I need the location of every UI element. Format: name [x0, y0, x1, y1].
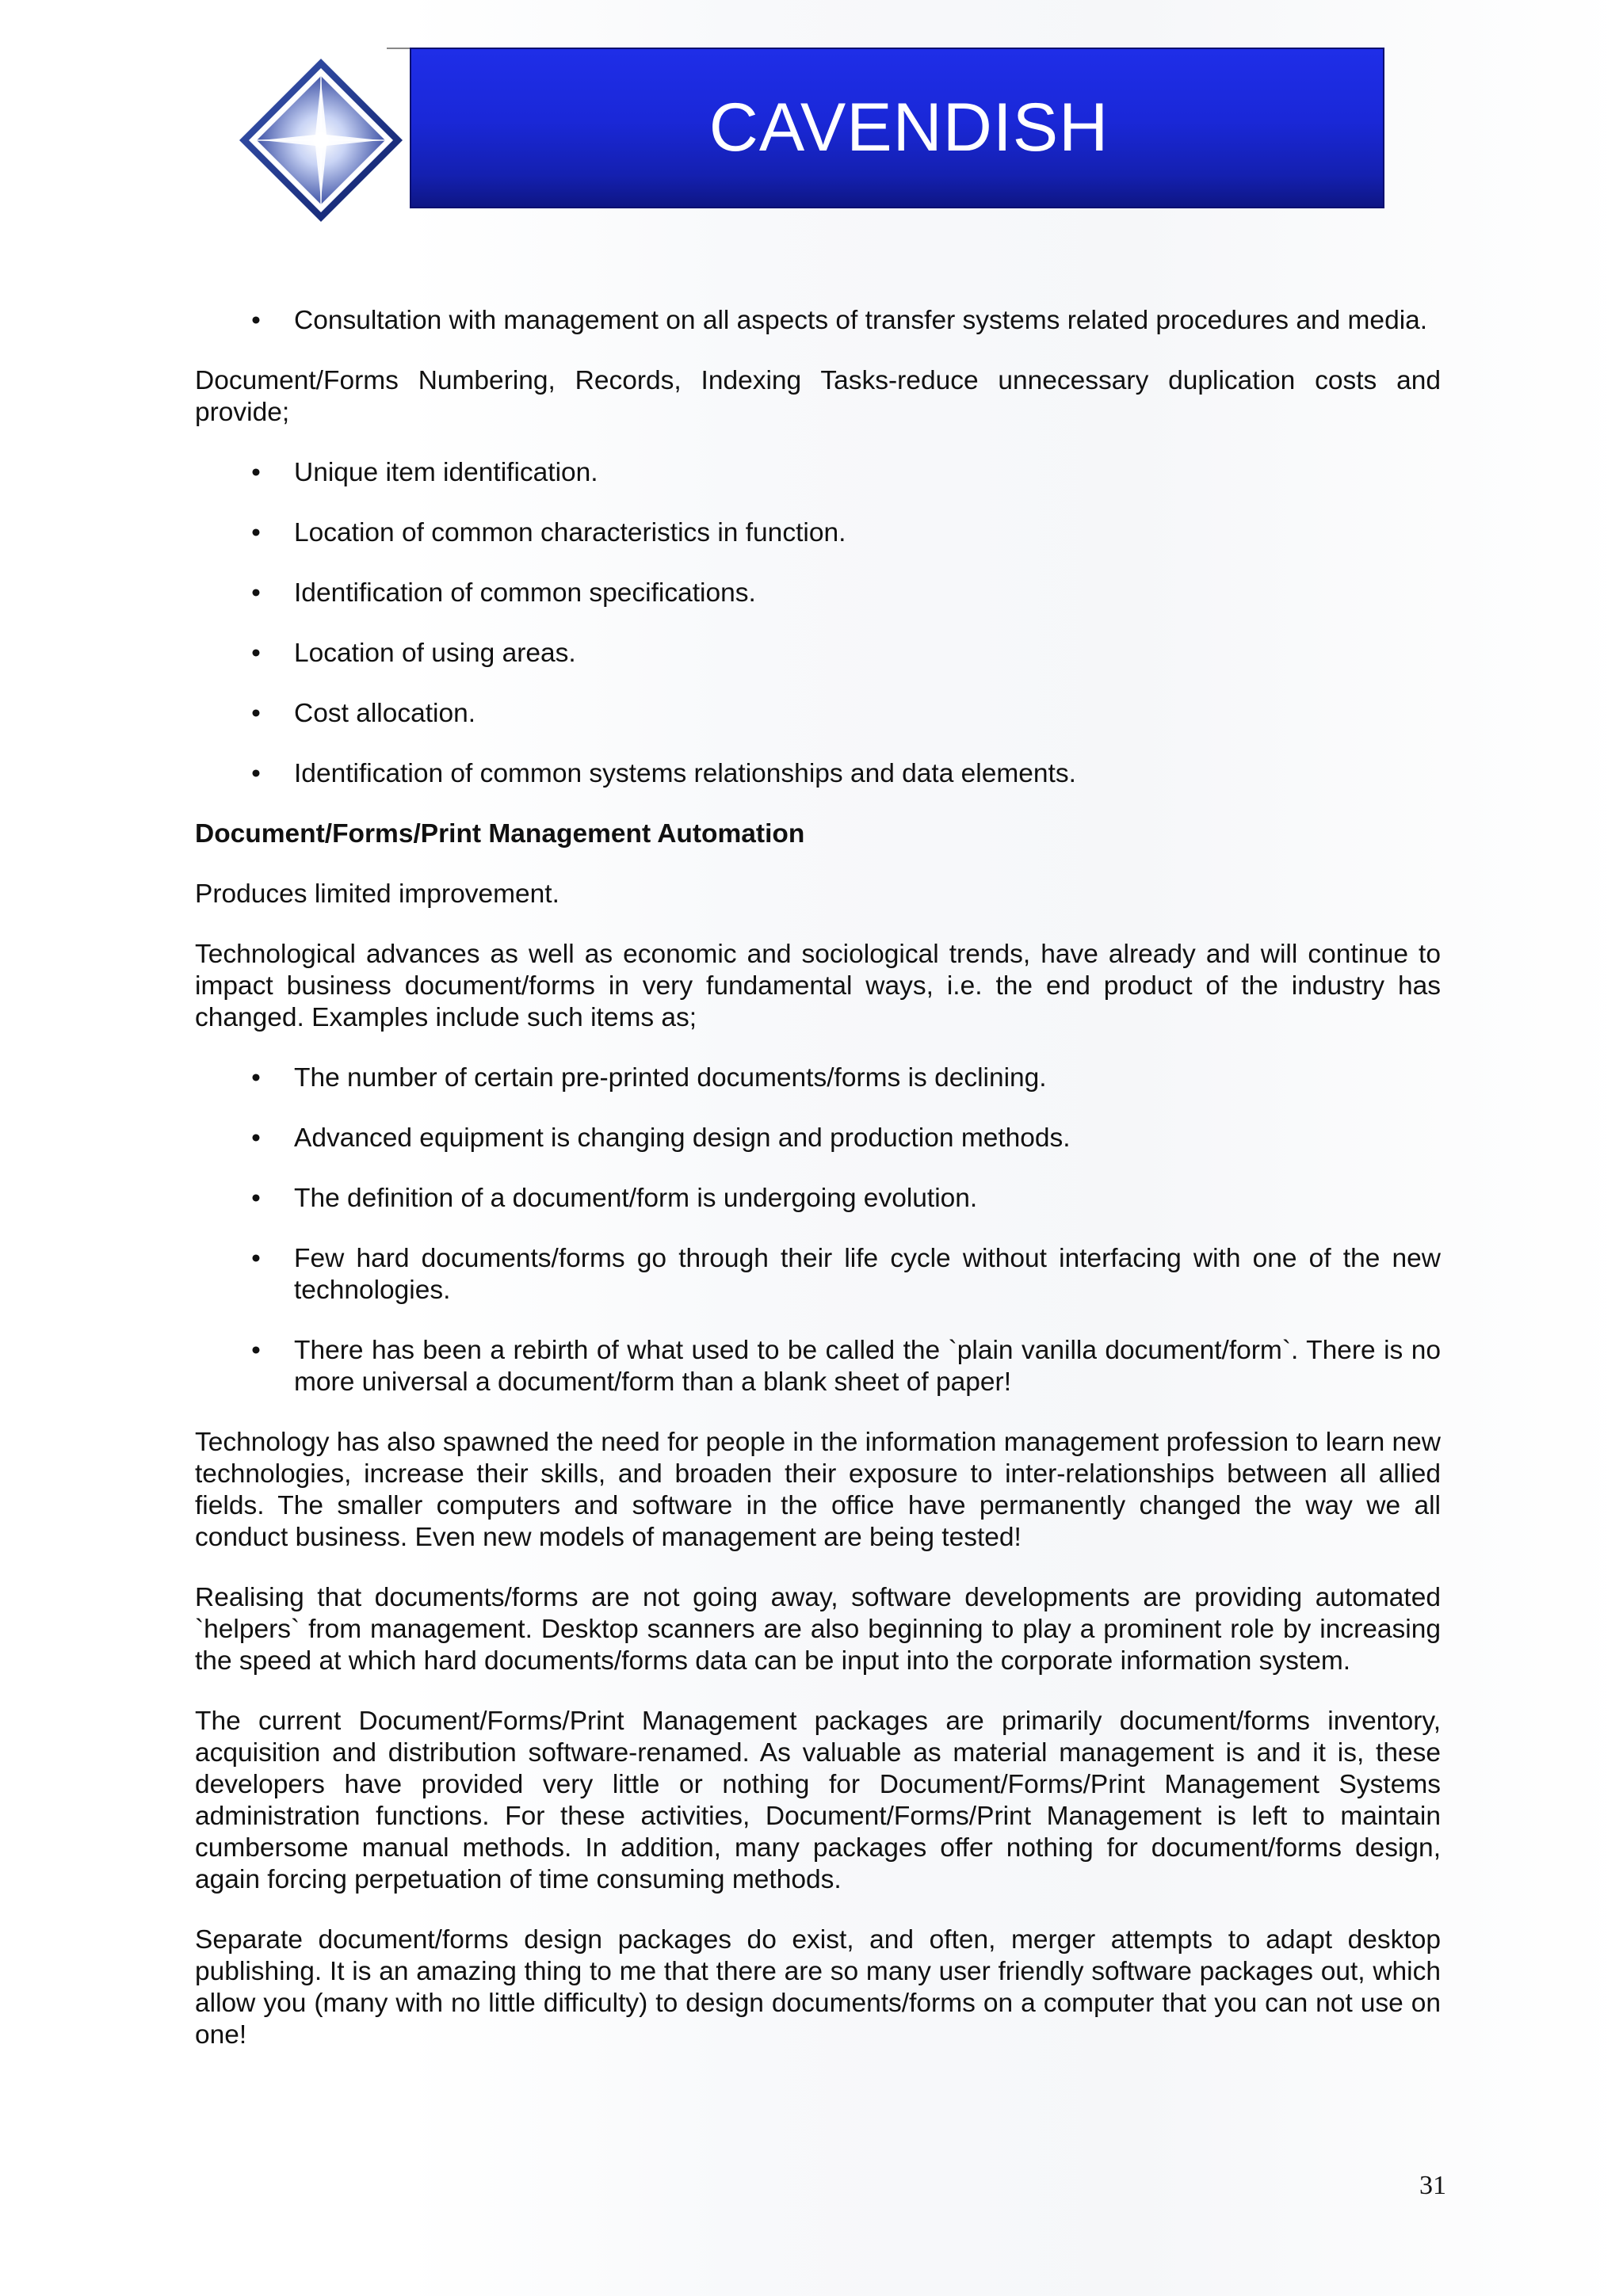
bullet-icon: • [251, 759, 261, 788]
list-item: • The definition of a document/form is undergoing evolution. [195, 1183, 1441, 1215]
paragraph-technology: Technology has also spawned the need for people in the information management profession to learn new technologies, increase their skills, and broaden their exposure to inter-relationships between all allied fields. The smaller computers and software in the office have permanently changed the way we all conduct business. Even new models of management are being tested! [195, 1428, 1441, 1552]
section-heading-automation: Document/Forms/Print Management Automation [195, 819, 805, 849]
bullet-icon: • [251, 1336, 261, 1365]
bullet-icon: • [251, 1063, 261, 1093]
bullet-icon: • [251, 639, 261, 668]
list-item: • There has been a rebirth of what used to be called the `plain vanilla document/form`. There is no more universal a document/form than a blank sheet of paper! [195, 1335, 1441, 1398]
bullet-icon: • [251, 306, 261, 335]
list-item: • Location of common characteristics in function. [195, 517, 1441, 549]
paragraph-numbering: Document/Forms Numbering, Records, Indexing Tasks-reduce unnecessary duplication costs and provide; [195, 366, 1441, 427]
paragraph-current: The current Document/Forms/Print Management packages are primarily document/forms inventory, acquisition and distribution software-renamed. As valuable as material management is and it is, these developers have provided very little or nothing for Document/Forms/Print Management Systems administration functions. For these activities, Document/Forms/Print Management is left to maintain cumbersome manual methods. In addition, many packages offer nothing for document/forms design, again forcing perpetuation of time consuming methods. [195, 1707, 1441, 1894]
list-item: • Few hard documents/forms go through their life cycle without interfacing with one of the new technologies. [195, 1243, 1441, 1306]
bullet-icon: • [251, 699, 261, 728]
cavendish-logo [238, 57, 404, 223]
list-item: • Location of using areas. [195, 638, 1441, 669]
header-banner [410, 48, 1384, 208]
list-item: • Identification of common systems relationships and data elements. [195, 758, 1441, 790]
bullet-icon: • [251, 518, 261, 547]
list-item: • Unique item identification. [195, 457, 1441, 489]
bullet-icon: • [251, 1184, 261, 1213]
paragraph-limited: Produces limited improvement. [195, 879, 559, 909]
list-item: • Cost allocation. [195, 698, 1441, 730]
list-item: • Advanced equipment is changing design and production methods. [195, 1123, 1441, 1154]
bullet-icon: • [251, 578, 261, 608]
list-item: • The number of certain pre-printed documents/forms is declining. [195, 1062, 1441, 1094]
list-item: • Consultation with management on all aspects of transfer systems related procedures and media. [195, 305, 1441, 337]
paragraph-tech-advances: Technological advances as well as economic and sociological trends, have already and will continue to impact business document/forms in very fundamental ways, i.e. the end product of the industry has changed. Examples include such items as; [195, 940, 1441, 1032]
paragraph-separate: Separate document/forms design packages do exist, and often, merger attempts to adapt desktop publishing. It is an amazing thing to me that there are so many user friendly software packages out, which allow you (many with no little difficulty) to design documents/forms on a computer that you can not use on one! [195, 1925, 1441, 2050]
list-item: • Identification of common specifications. [195, 578, 1441, 609]
page-number: 31 [1419, 2171, 1446, 2200]
bullet-list-examples [195, 1062, 1441, 1398]
header-rule [387, 48, 411, 49]
bullet-icon: • [251, 458, 261, 487]
bullet-list-numbering [195, 457, 1441, 790]
bullet-icon: • [251, 1123, 261, 1153]
banner-title: CAVENDISH [708, 90, 1109, 166]
paragraph-realising: Realising that documents/forms are not going away, software developments are providing automated `helpers` from management. Desktop scanners are also beginning to play a prominent role by increasing the speed at which hard documents/forms data can be input into the corporate information system. [195, 1583, 1441, 1676]
document-body [195, 305, 1441, 2080]
bullet-list-top [195, 305, 1441, 337]
bullet-icon: • [251, 1244, 261, 1273]
